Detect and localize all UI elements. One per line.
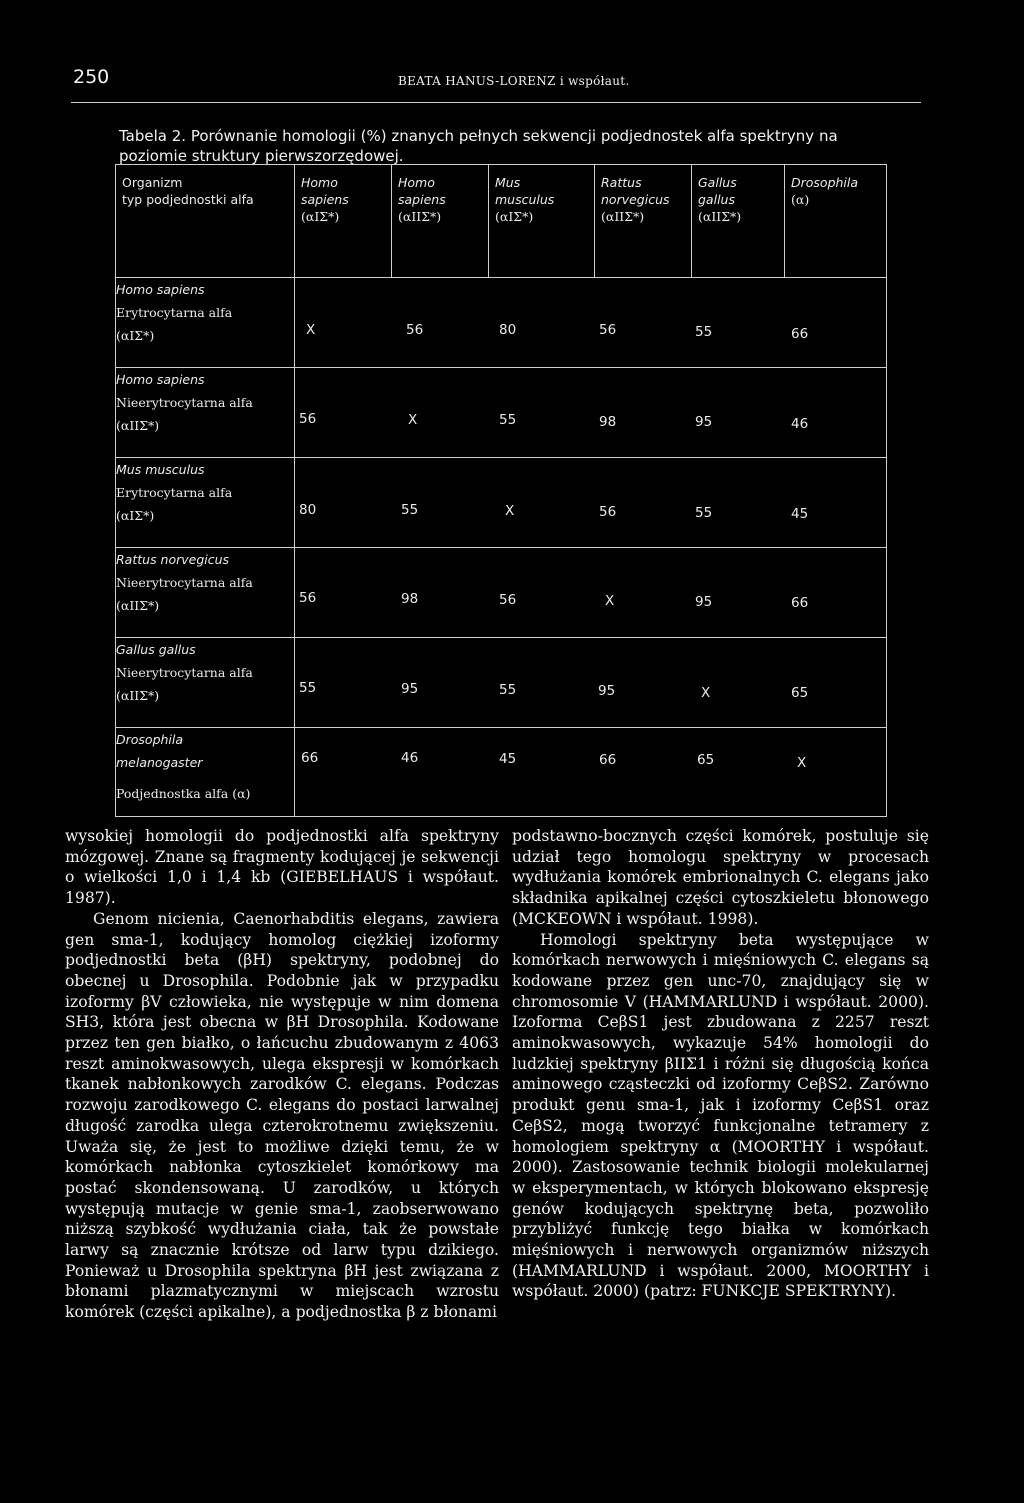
body-paragraph: Homologi spektryny beta występujące w komórkach nerwowych i mięśniowych C. elegans są kodowane przez gen unc-70, znajdujący się w chromosomie V (HAMMARLUND i współaut. 2000). Izoforma CeβS1 jest zbudowana z 2257 reszt aminokwasowych, wykazuje 54% homologii do ludzkiej spektryny βIIΣ1 i różni się długością końca aminowego cząsteczki od izoformy CeβS2. Zarówno produkt genu sma-1, jak i izoformy CeβS1 oraz CeβS2, mogą tworzyć funkcjonalne tetramery z homologiem spektryny α (MOORTHY i współaut. 2000). Zastosowanie technik biologii molekularnej w eksperymentach, w których blokowano ekspresję genów kodujących spektrynę beta, pozwoliło przybliżyć funkcję tego białka w komórkach mięśniowych i nerwowych organizmów niższych (HAMMARLUND i współaut. 2000, MOORTHY i współaut. 2000) (patrz: FUNKCJE SPEKTRYNY).: [512, 930, 929, 1301]
text-column-left: [65, 826, 499, 1323]
homology-table: [115, 164, 887, 817]
row-subunit-type: Nieerytrocytarna alfa: [116, 575, 253, 590]
table-cell: 56: [299, 411, 317, 427]
table-cell: 56: [599, 322, 617, 338]
row-subunit-code: (αIIΣ*): [116, 688, 160, 703]
header-col-label: Mus: [495, 175, 521, 190]
table-cell: 95: [598, 683, 616, 699]
table-cell: X: [306, 322, 316, 338]
header-organism-label: Organizm: [122, 175, 183, 190]
table-cell: 65: [697, 752, 715, 768]
row-organism-name: Homo sapiens: [116, 372, 205, 387]
row-organism-name: Gallus gallus: [116, 642, 196, 657]
header-col-5: [692, 165, 785, 278]
table-cell: X: [797, 755, 807, 771]
row-label-cell: [116, 278, 295, 368]
row-label-cell: [116, 728, 295, 817]
table-cell: 55: [401, 502, 419, 518]
table-cell: 95: [695, 594, 713, 610]
row-label-cell: [116, 458, 295, 548]
table-cell: 45: [791, 506, 809, 522]
table-cell: 55: [499, 682, 517, 698]
row-values: [295, 368, 887, 458]
row-organism-name: Homo sapiens: [116, 282, 205, 297]
table-cell: X: [505, 503, 515, 519]
table-cell: 66: [301, 750, 319, 766]
row-subunit-type: Erytrocytarna alfa: [116, 305, 233, 320]
header-col-label: norvegicus: [601, 192, 670, 207]
table-cell: 80: [499, 322, 517, 338]
row-subunit-code: (αIΣ*): [116, 508, 155, 523]
running-head-authors: BEATA HANUS-LORENZ i współaut.: [398, 74, 630, 88]
row-organism-name: Mus musculus: [116, 462, 205, 477]
header-col-subtype: (αIΣ*): [495, 209, 534, 224]
running-header: [71, 62, 921, 103]
table-cell: 45: [499, 751, 517, 767]
table-cell: 95: [401, 681, 419, 697]
header-col-subtype: (αIΣ*): [301, 209, 340, 224]
header-col-2: [392, 165, 489, 278]
table-cell: 56: [599, 504, 617, 520]
header-col-4: [595, 165, 692, 278]
table-cell: 66: [791, 595, 809, 611]
table-cell: 56: [499, 592, 517, 608]
table-caption: Tabela 2. Porównanie homologii (%) znanych pełnych sekwencji podjednostek alfa spektryny na poziomie struktury pierwszorzędowej.: [119, 127, 838, 165]
header-col-label: Gallus: [698, 175, 737, 190]
header-corner-cell: [116, 165, 295, 278]
table-row: [116, 638, 887, 728]
table-cell: 95: [695, 414, 713, 430]
body-paragraph: Genom nicienia, Caenorhabditis elegans, zawiera gen sma-1, kodujący homolog ciężkiej izoformy podjednostki beta (βH) spektryny, podobnej do obecnej u Drosophila. Podobnie jak w przypadku izoformy βV człowieka, nie występuje w nim domena SH3, która jest obecna w βH Drosophila. Kodowane przez ten gen białko, o łańcuchu zbudowanym z 4063 reszt aminokwasowych, ulega ekspresji w komórkach tkanek nabłonkowych zarodków C. elegans. Podczas rozwoju zarodkowego C. elegans do postaci larwalnej długość zarodka ulega czterokrotnemu zwiększeniu. Uważa się, że jest to możliwe dzięki temu, że w komórkach nabłonka cytoszkielet komórkowy ma postać skondensowaną. U zarodków, u których występują mutacje w genie sma-1, zaobserwowano niższą szybkość wydłużania ciała, tak że powstałe larwy są znacznie krótsze od larw typu dzikiego. Ponieważ u Drosophila spektryna βH jest związana z błonami plazmatycznymi w miejscach wzrostu komórek (części apikalne), a podjednostka β z błonami: [65, 909, 499, 1322]
row-subunit-code: (αIIΣ*): [116, 598, 160, 613]
row-organism-name: Drosophila: [116, 732, 184, 747]
row-organism-name: Rattus norvegicus: [116, 552, 230, 567]
row-species-name: melanogaster: [116, 755, 203, 770]
page-number: 250: [73, 66, 110, 88]
table-row: [116, 728, 887, 817]
row-subunit-type: Nieerytrocytarna alfa: [116, 395, 253, 410]
header-col-label: sapiens: [301, 192, 349, 207]
text-column-right: [512, 826, 929, 1302]
table-cell: X: [605, 593, 615, 609]
row-subunit-code: Podjednostka alfa (α): [116, 786, 251, 801]
header-col-label: Drosophila: [791, 175, 859, 190]
body-paragraph: wysokiej homologii do podjednostki alfa spektryny mózgowej. Znane są fragmenty kodującej je sekwencji o wielkości 1,0 i 1,4 kb (GIEBELHAUS i współaut. 1987).: [65, 827, 499, 908]
table-cell: 65: [791, 685, 809, 701]
header-col-label: Rattus: [601, 175, 642, 190]
table-cell: 46: [401, 750, 419, 766]
table-cell: 66: [791, 326, 809, 342]
table-row: [116, 458, 887, 548]
body-paragraph: podstawno-bocznych części komórek, postuluje się udział tego homologu spektryny w procesach wydłużania komórek embrionalnych C. elegans jako składnika apikalnej części cytoszkieletu błonowego (MCKEOWN i współaut. 1998).: [512, 827, 929, 928]
row-subunit-code: (αIΣ*): [116, 328, 155, 343]
header-col-6: [785, 165, 887, 278]
row-subunit-code: (αIIΣ*): [116, 418, 160, 433]
table-cell: 55: [299, 680, 317, 696]
table-cell: 55: [499, 412, 517, 428]
row-subunit-type: Nieerytrocytarna alfa: [116, 665, 253, 680]
row-label-cell: [116, 368, 295, 458]
table-cell: 56: [406, 322, 424, 338]
row-values: [295, 638, 887, 728]
header-col-subtype: (αIIΣ*): [698, 209, 742, 224]
header-col-subtype: (αIIΣ*): [398, 209, 442, 224]
header-col-label: sapiens: [398, 192, 446, 207]
table-cell: 55: [695, 505, 713, 521]
table-cell: 56: [299, 590, 317, 606]
header-col-label: musculus: [495, 192, 555, 207]
table-row: [116, 548, 887, 638]
table-cell: 55: [695, 324, 713, 340]
table-header-row: [116, 165, 887, 278]
table-cell: 80: [299, 502, 317, 518]
row-values: [295, 458, 887, 548]
table-row: [116, 278, 887, 368]
row-subunit-type: Erytrocytarna alfa: [116, 485, 233, 500]
table-cell: 46: [791, 416, 809, 432]
table-cell: X: [701, 685, 711, 701]
header-col-label: Homo: [301, 175, 338, 190]
table-cell: 98: [401, 591, 419, 607]
header-col-subtype: (α): [791, 192, 810, 207]
row-label-cell: [116, 638, 295, 728]
header-col-3: [489, 165, 595, 278]
header-col-label: Homo: [398, 175, 435, 190]
table-cell: X: [408, 412, 418, 428]
table-cell: 66: [599, 752, 617, 768]
row-values: [295, 278, 887, 368]
row-values: [295, 728, 887, 817]
header-col-1: [295, 165, 392, 278]
row-values: [295, 548, 887, 638]
table-row: [116, 368, 887, 458]
row-label-cell: [116, 548, 295, 638]
header-col-subtype: (αIIΣ*): [601, 209, 645, 224]
table-cell: 98: [599, 414, 617, 430]
header-subunit-type-label: typ podjednostki alfa: [122, 192, 254, 207]
header-col-label: gallus: [698, 192, 735, 207]
